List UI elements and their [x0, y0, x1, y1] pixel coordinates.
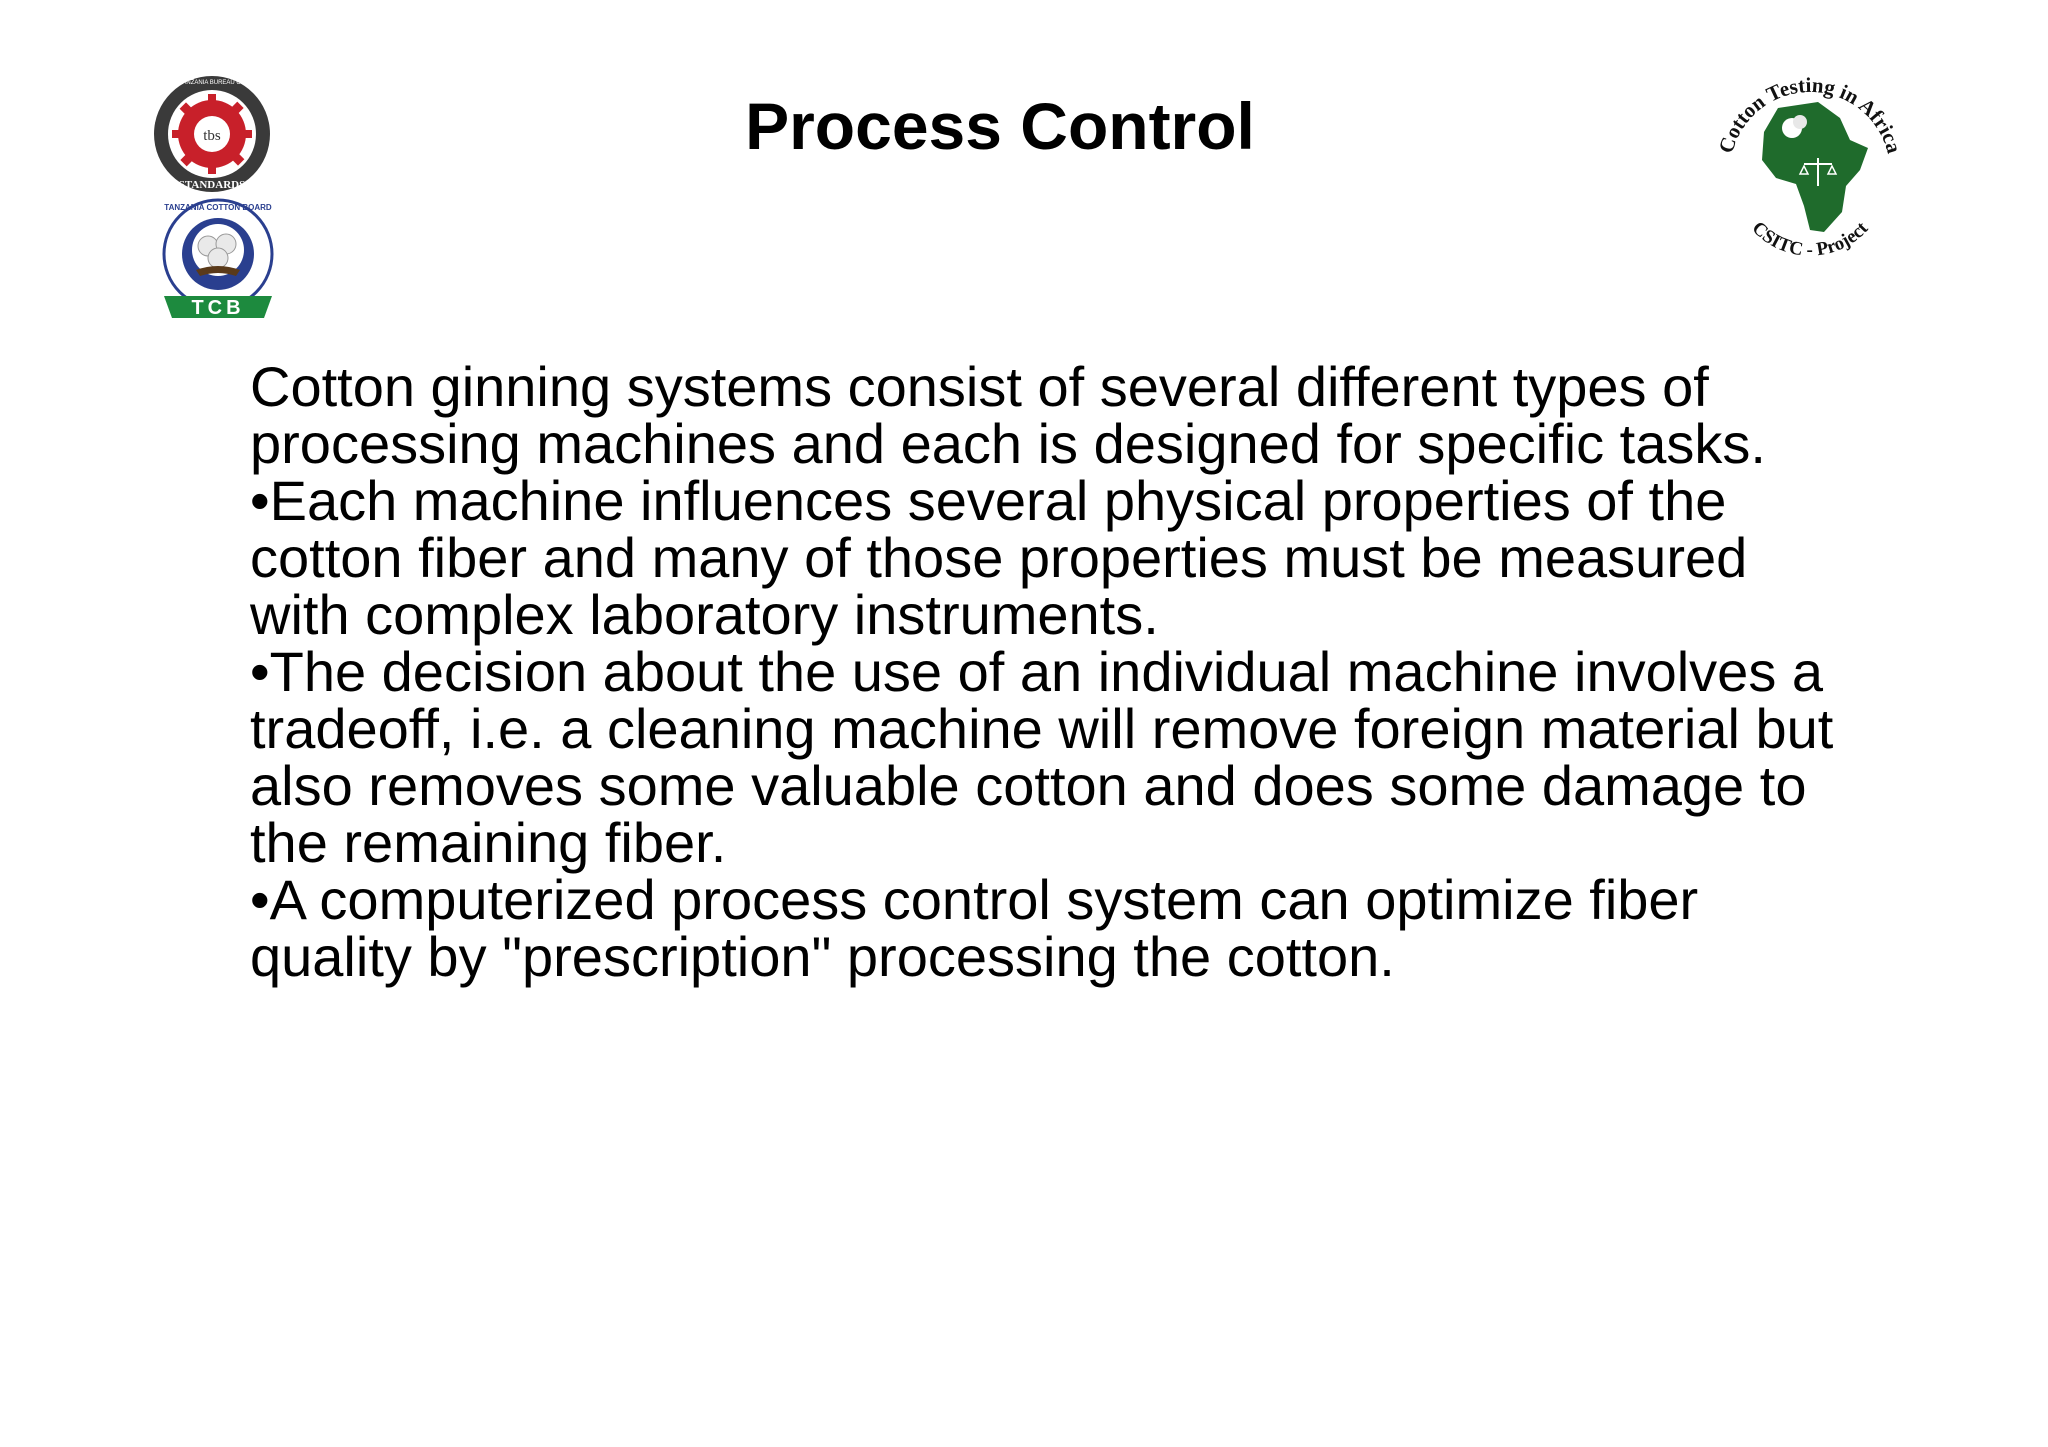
svg-text:tbs: tbs [203, 128, 221, 144]
svg-text:TANZANIA COTTON BOARD: TANZANIA COTTON BOARD [164, 203, 272, 212]
cotton-testing-in-africa-logo-icon [1700, 62, 1910, 272]
svg-text:TANZANIA BUREAU OF: TANZANIA BUREAU OF [179, 80, 245, 86]
slide-body [250, 355, 1850, 988]
bullet-item-process-control: •A computerized process control system can optimize fiber quality by "prescription" processing the cotton. [250, 868, 1699, 988]
svg-text:TCB: TCB [191, 297, 245, 319]
tcb-logo-icon [156, 196, 280, 328]
page-title: Process Control [745, 89, 1255, 163]
bullet-item-machine-influence: •Each machine influences several physical properties of the cotton fiber and many of those properties must be measured with complex laboratory instruments. [250, 469, 1748, 646]
svg-text:Cotton Testing in Africa: Cotton Testing in Africa [1713, 72, 1907, 156]
bullet-item-tradeoff: •The decision about the use of an individual machine involves a tradeoff, i.e. a cleaning machine will remove foreign material but also removes some valuable cotton and does some damage to the remaining fiber. [250, 640, 1834, 874]
body-paragraph-intro: Cotton ginning systems consist of several different types of processing machines and each is designed for specific tasks. [250, 355, 1766, 475]
svg-text:STANDARDS: STANDARDS [178, 179, 246, 191]
svg-text:CSITC - Project: CSITC - Project [1747, 217, 1873, 261]
